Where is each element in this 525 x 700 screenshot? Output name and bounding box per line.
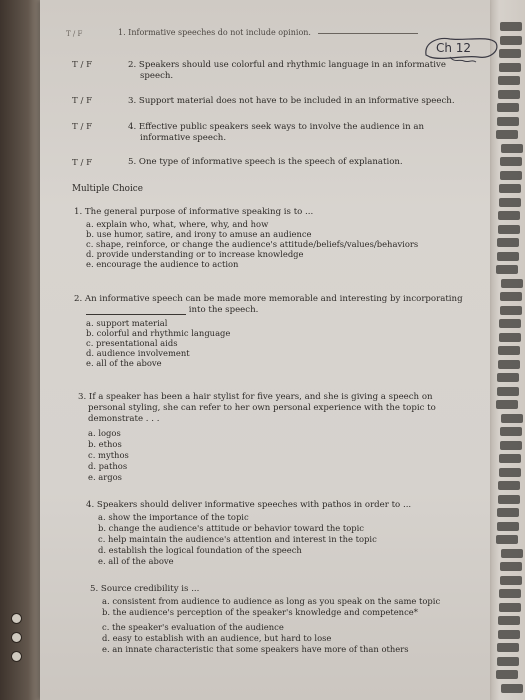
page-tab bbox=[497, 508, 519, 517]
page-tab bbox=[497, 387, 519, 396]
mc-q4-option: d. establish the logical foundation of the speech bbox=[98, 545, 302, 555]
binder-spine bbox=[0, 0, 40, 700]
page-tab bbox=[498, 211, 520, 220]
page-tab bbox=[499, 63, 521, 72]
mc-q1-stem: 1. The general purpose of informative speaking is to ... bbox=[74, 207, 314, 217]
page-tab bbox=[498, 495, 520, 504]
page-tab bbox=[499, 49, 521, 58]
handwriting-text: Ch 12 bbox=[436, 41, 472, 55]
page-tab bbox=[498, 90, 520, 99]
mc-q3-option: e. argos bbox=[88, 472, 122, 482]
page-tab bbox=[501, 279, 523, 288]
mc-q5-option: e. an innate characteristic that some speakers have more of than others bbox=[102, 644, 409, 654]
tf-question-4: 4. Effective public speakers seek ways to involve the audience in an bbox=[128, 122, 425, 132]
tf-question-3: 3. Support material does not have to be included in an informative speech. bbox=[128, 96, 455, 106]
page-tab bbox=[497, 657, 519, 666]
mc-q3-stem-cont: demonstrate . . . bbox=[88, 414, 160, 424]
page-tab bbox=[500, 441, 522, 450]
mc-q2-option: a. support material bbox=[86, 318, 168, 328]
page-tab bbox=[500, 292, 522, 301]
mc-q1-option: a. explain who, what, where, why, and how bbox=[86, 219, 269, 229]
tf-label: T / F bbox=[72, 158, 93, 168]
page-tab bbox=[497, 373, 519, 382]
page-tab bbox=[497, 522, 519, 531]
tf-question-4-cont: informative speech. bbox=[140, 133, 227, 143]
page-tab bbox=[498, 346, 520, 355]
page-tab bbox=[499, 454, 521, 463]
page-tab bbox=[500, 576, 522, 585]
underline bbox=[318, 33, 418, 34]
mc-q1-option: b. use humor, satire, and irony to amuse an audience bbox=[86, 229, 312, 239]
page-tab bbox=[498, 76, 520, 85]
page-tab bbox=[500, 22, 522, 31]
tf-question-2-cont: speech. bbox=[140, 71, 174, 81]
tf-question-2: 2. Speakers should use colorful and rhythmic language in an informative bbox=[128, 60, 446, 70]
page-tab bbox=[501, 144, 523, 153]
mc-q2-option: d. audience involvement bbox=[86, 348, 190, 358]
mc-q2-option: c. presentational aids bbox=[86, 338, 178, 348]
page-tab bbox=[497, 117, 519, 126]
mc-q2-option: b. colorful and rhythmic language bbox=[86, 328, 231, 338]
page-tab bbox=[499, 184, 521, 193]
page-tab bbox=[498, 481, 520, 490]
handwritten-chapter-note bbox=[420, 33, 502, 63]
mc-q4-option: a. show the importance of the topic bbox=[98, 512, 249, 522]
mc-q1-option: e. encourage the audience to action bbox=[86, 259, 239, 269]
page-tab bbox=[501, 684, 523, 693]
mc-q5-stem: 5. Source credibility is ... bbox=[90, 584, 200, 594]
page-tab bbox=[496, 130, 518, 139]
mc-q2-stem-cont bbox=[86, 305, 258, 315]
binder-hole bbox=[11, 613, 22, 624]
tf-label: T / F bbox=[72, 60, 93, 70]
mc-q5-option: d. easy to establish with an audience, but hard to lose bbox=[102, 633, 332, 643]
page-tab bbox=[499, 198, 521, 207]
mc-q5-option: b. the audience's perception of the speaker's knowledge and competence* bbox=[102, 607, 418, 617]
tf-label: T / F bbox=[72, 96, 93, 106]
page-tab bbox=[501, 549, 523, 558]
page-tab bbox=[497, 643, 519, 652]
mc-q5-option: a. consistent from audience to audience as long as you speak on the same topic bbox=[102, 596, 441, 606]
page-tab bbox=[496, 535, 518, 544]
mc-q3-stem-cont: personal styling, she can refer to her own personal experience with the topic to bbox=[88, 403, 436, 413]
page-tab bbox=[500, 427, 522, 436]
answer-blank bbox=[86, 306, 186, 315]
page-tab bbox=[498, 225, 520, 234]
page-tab bbox=[500, 36, 522, 45]
mc-q5-option: c. the speaker's evaluation of the audience bbox=[102, 622, 284, 632]
mc-q3-option: d. pathos bbox=[88, 461, 128, 471]
mc-q4-option: e. all of the above bbox=[98, 556, 174, 566]
page-tab bbox=[499, 333, 521, 342]
mc-q3-option: a. logos bbox=[88, 428, 121, 438]
page-tab bbox=[499, 603, 521, 612]
page-tab bbox=[500, 171, 522, 180]
mc-q4-option: b. change the audience's attitude or behavior toward the topic bbox=[98, 523, 364, 533]
tf-label: T / F bbox=[72, 122, 93, 132]
mc-heading: Multiple Choice bbox=[72, 184, 143, 194]
mc-q3-option: b. ethos bbox=[88, 439, 122, 449]
mc-q2-stem2: into the speech. bbox=[188, 305, 259, 315]
mc-q3-option: c. mythos bbox=[88, 450, 129, 460]
page-tab bbox=[500, 157, 522, 166]
page-tab bbox=[498, 630, 520, 639]
tf-label: T / F bbox=[66, 30, 83, 38]
binder-hole bbox=[11, 651, 22, 662]
mc-q4-option: c. help maintain the audience's attention and interest in the topic bbox=[98, 534, 377, 544]
mc-q1-option: d. provide understanding or to increase knowledge bbox=[86, 249, 304, 259]
mc-q2-option: e. all of the above bbox=[86, 358, 162, 368]
page-tab bbox=[500, 562, 522, 571]
page-tab bbox=[500, 306, 522, 315]
page-tab bbox=[499, 468, 521, 477]
tf-question-1: 1. Informative speeches do not include opinion. bbox=[118, 28, 311, 37]
binder-hole bbox=[11, 632, 22, 643]
page-tab bbox=[496, 400, 518, 409]
page-tab bbox=[496, 265, 518, 274]
mc-q2-stem: 2. An informative speech can be made more memorable and interesting by incorporating bbox=[74, 294, 463, 304]
page-tab bbox=[496, 670, 518, 679]
mc-q1-option: c. shape, reinforce, or change the audience's attitude/beliefs/values/behaviors bbox=[86, 239, 419, 249]
page-tab bbox=[498, 360, 520, 369]
page-tab bbox=[498, 616, 520, 625]
mc-q4-stem: 4. Speakers should deliver informative speeches with pathos in order to ... bbox=[86, 500, 412, 510]
mc-q3-stem: 3. If a speaker has been a hair stylist for five years, and she is giving a speech on bbox=[78, 392, 433, 402]
page-tab bbox=[499, 589, 521, 598]
page-tab bbox=[497, 103, 519, 112]
page-tab bbox=[501, 414, 523, 423]
tf-question-5: 5. One type of informative speech is the speech of explanation. bbox=[128, 157, 403, 167]
page-tab bbox=[497, 252, 519, 261]
page-tab bbox=[497, 238, 519, 247]
page-tab bbox=[499, 319, 521, 328]
